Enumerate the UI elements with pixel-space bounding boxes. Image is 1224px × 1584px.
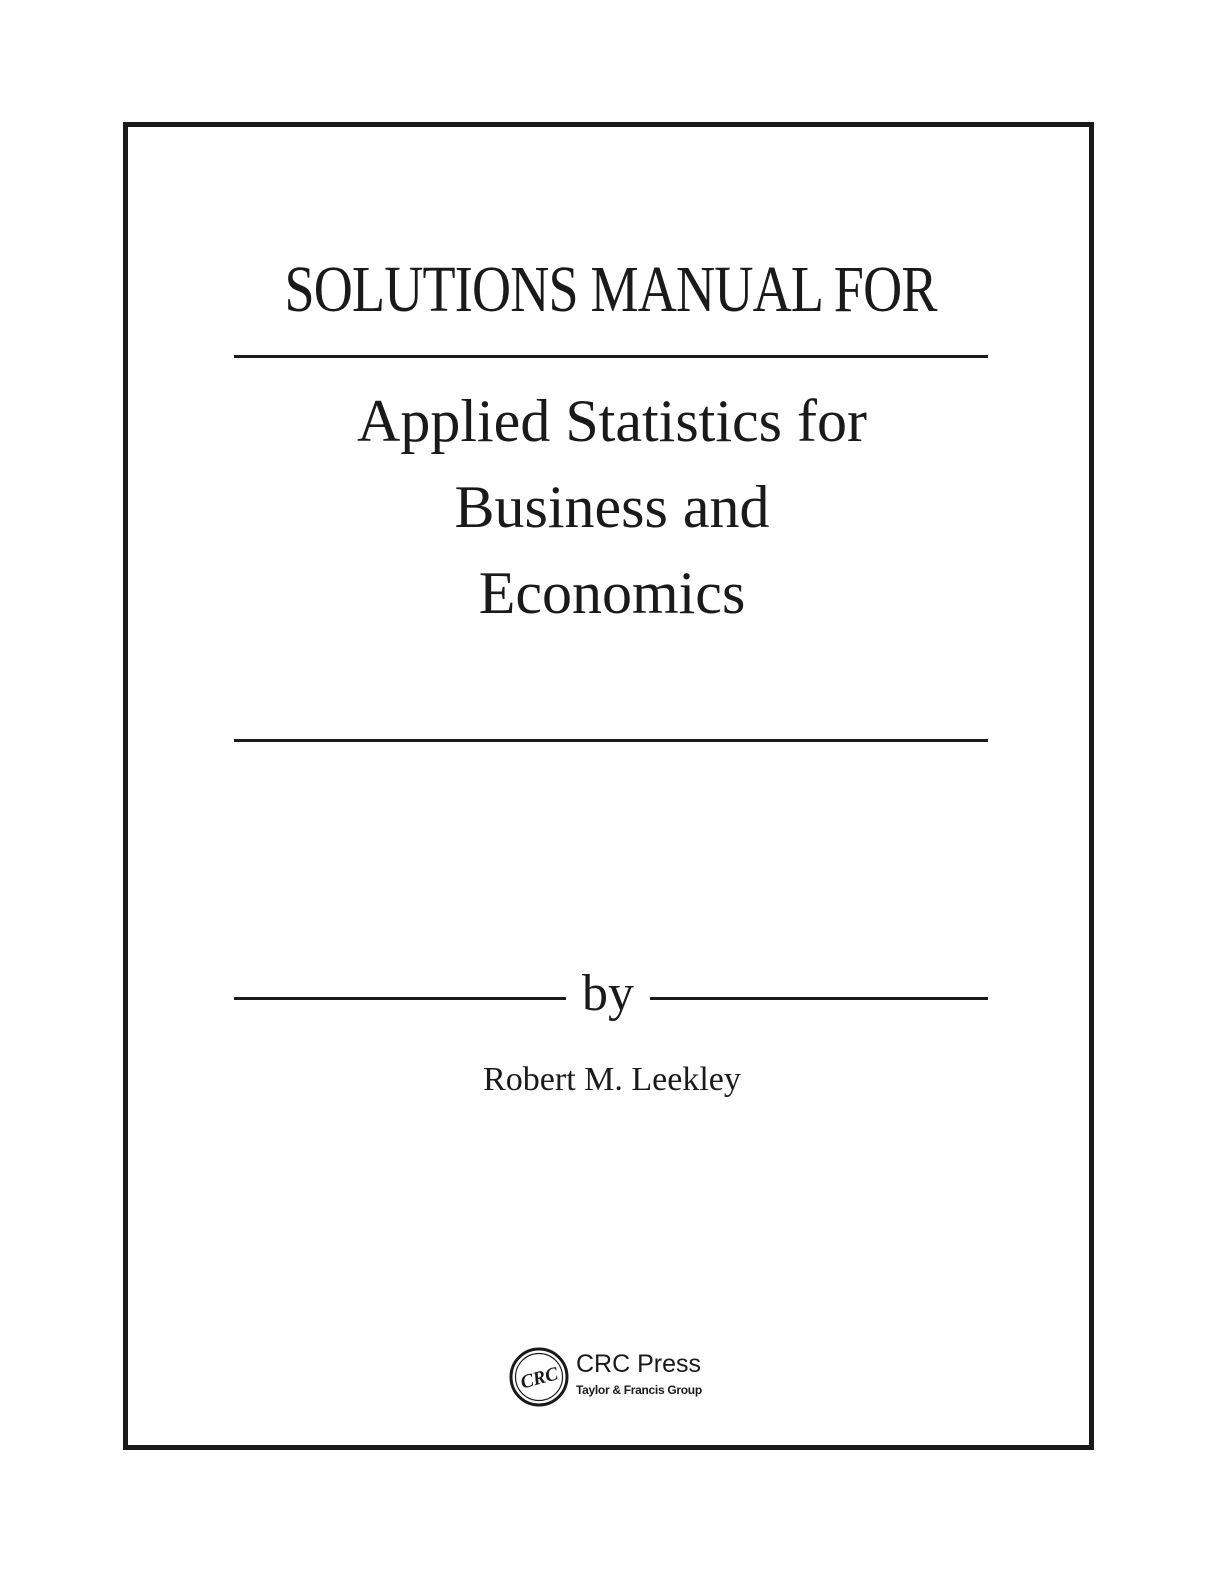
publisher-group: Taylor & Francis Group — [576, 1383, 702, 1397]
by-rule-right — [650, 997, 988, 1000]
book-title-line-3: Economics — [478, 560, 746, 626]
series-title: SOLUTIONS MANUAL FOR — [284, 253, 937, 326]
book-title-line-2: Business and — [454, 474, 770, 540]
author-name: Robert M. Leekley — [483, 1061, 741, 1098]
crc-logo-text: CRC — [518, 1363, 561, 1394]
by-rule-left — [234, 997, 566, 1000]
crc-logo-icon — [508, 1346, 570, 1408]
by-label: by — [582, 965, 634, 1022]
publisher-name: CRC Press — [576, 1350, 702, 1378]
book-title-line-1: Applied Statistics for — [357, 388, 867, 454]
book-title — [0, 378, 1224, 636]
publisher-block — [508, 1346, 728, 1408]
top-rule — [234, 355, 988, 358]
middle-rule — [234, 739, 988, 742]
